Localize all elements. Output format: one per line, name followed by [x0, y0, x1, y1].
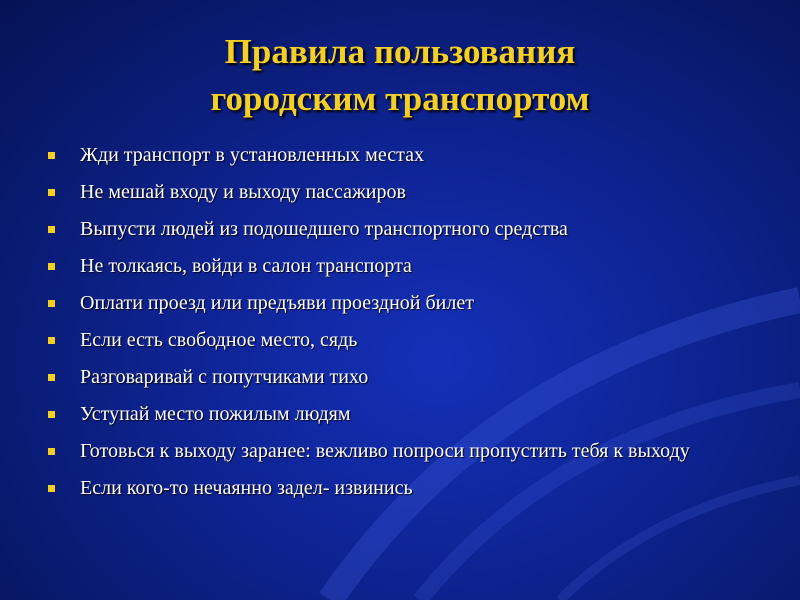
bullet-square-icon [48, 448, 55, 455]
list-item [48, 326, 748, 354]
list-item [48, 363, 748, 391]
list-item [48, 178, 748, 206]
list-item [48, 400, 748, 428]
list-item [48, 437, 748, 465]
bullet-square-icon [48, 337, 55, 344]
list-item-text: Готовься к выходу заранее: вежливо попроси пропустить тебя к выходу [80, 440, 690, 462]
bullet-square-icon [48, 152, 55, 159]
list-item-text: Оплати проезд или предъяви проездной билет [80, 292, 474, 314]
bullet-square-icon [48, 374, 55, 381]
rules-list [48, 141, 748, 502]
slide-title-line-1: Правила пользования [224, 32, 576, 71]
bullet-square-icon [48, 189, 55, 196]
list-item-text: Выпусти людей из подошедшего транспортного средства [80, 218, 568, 240]
list-item-text: Жди транспорт в установленных местах [80, 144, 424, 166]
slide-title-line-2: городским транспортом [210, 79, 590, 118]
bullet-square-icon [48, 485, 55, 492]
list-item-text: Если есть свободное место, сядь [80, 329, 358, 351]
bullet-square-icon [48, 226, 55, 233]
bullet-square-icon [48, 411, 55, 418]
slide-title [0, 28, 800, 122]
list-item [48, 141, 748, 169]
bullet-square-icon [48, 300, 55, 307]
list-item [48, 474, 748, 502]
list-item [48, 215, 748, 243]
list-item-text: Не мешай входу и выходу пассажиров [80, 181, 406, 203]
list-item-text: Если кого-то нечаянно задел- извинись [80, 477, 413, 499]
list-item-text: Уступай место пожилым людям [80, 403, 351, 425]
list-item [48, 289, 748, 317]
list-item-text: Не толкаясь, войди в салон транспорта [80, 255, 412, 277]
bullet-square-icon [48, 263, 55, 270]
list-item [48, 252, 748, 280]
list-item-text: Разговаривай с попутчиками тихо [80, 366, 369, 388]
